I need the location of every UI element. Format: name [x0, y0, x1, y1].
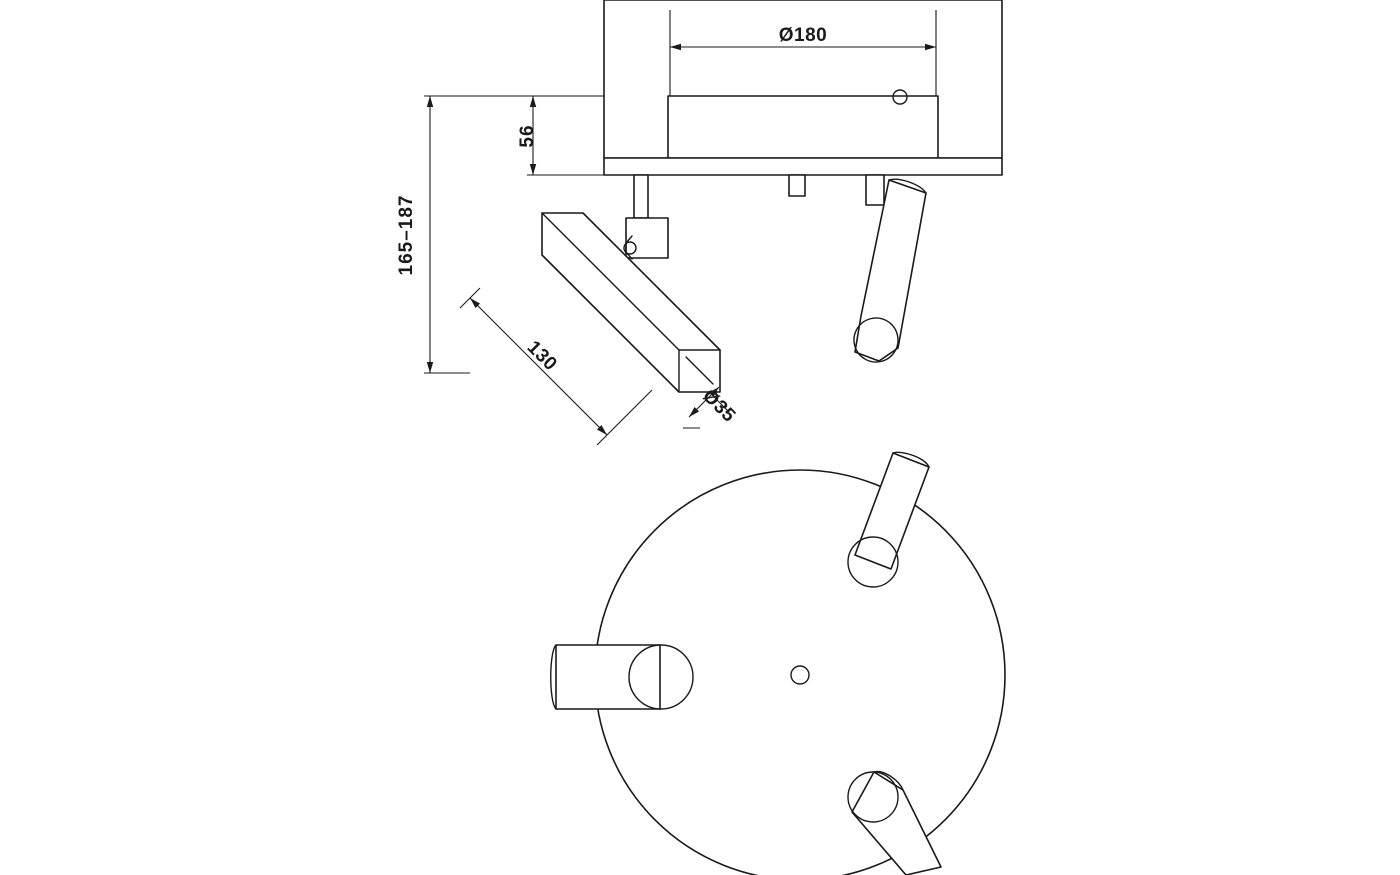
side-view [396, 0, 1002, 445]
side-view-centre-stem [789, 175, 805, 196]
dimension-label-spot-length-130: 130 [522, 336, 562, 376]
side-view-right-stem [866, 175, 884, 205]
dimension-label-spot-diameter-35: Ø35 [698, 385, 740, 427]
bottom-view [551, 452, 1005, 875]
dimension-label-diameter-180: Ø180 [778, 25, 828, 46]
dimension-label-height-total: 165–187 [396, 194, 417, 276]
dimension-height-56 [517, 96, 604, 175]
side-view-left-stem [624, 175, 668, 259]
side-view-right-spot [849, 179, 926, 367]
dimension-label-height-56: 56 [517, 124, 538, 148]
